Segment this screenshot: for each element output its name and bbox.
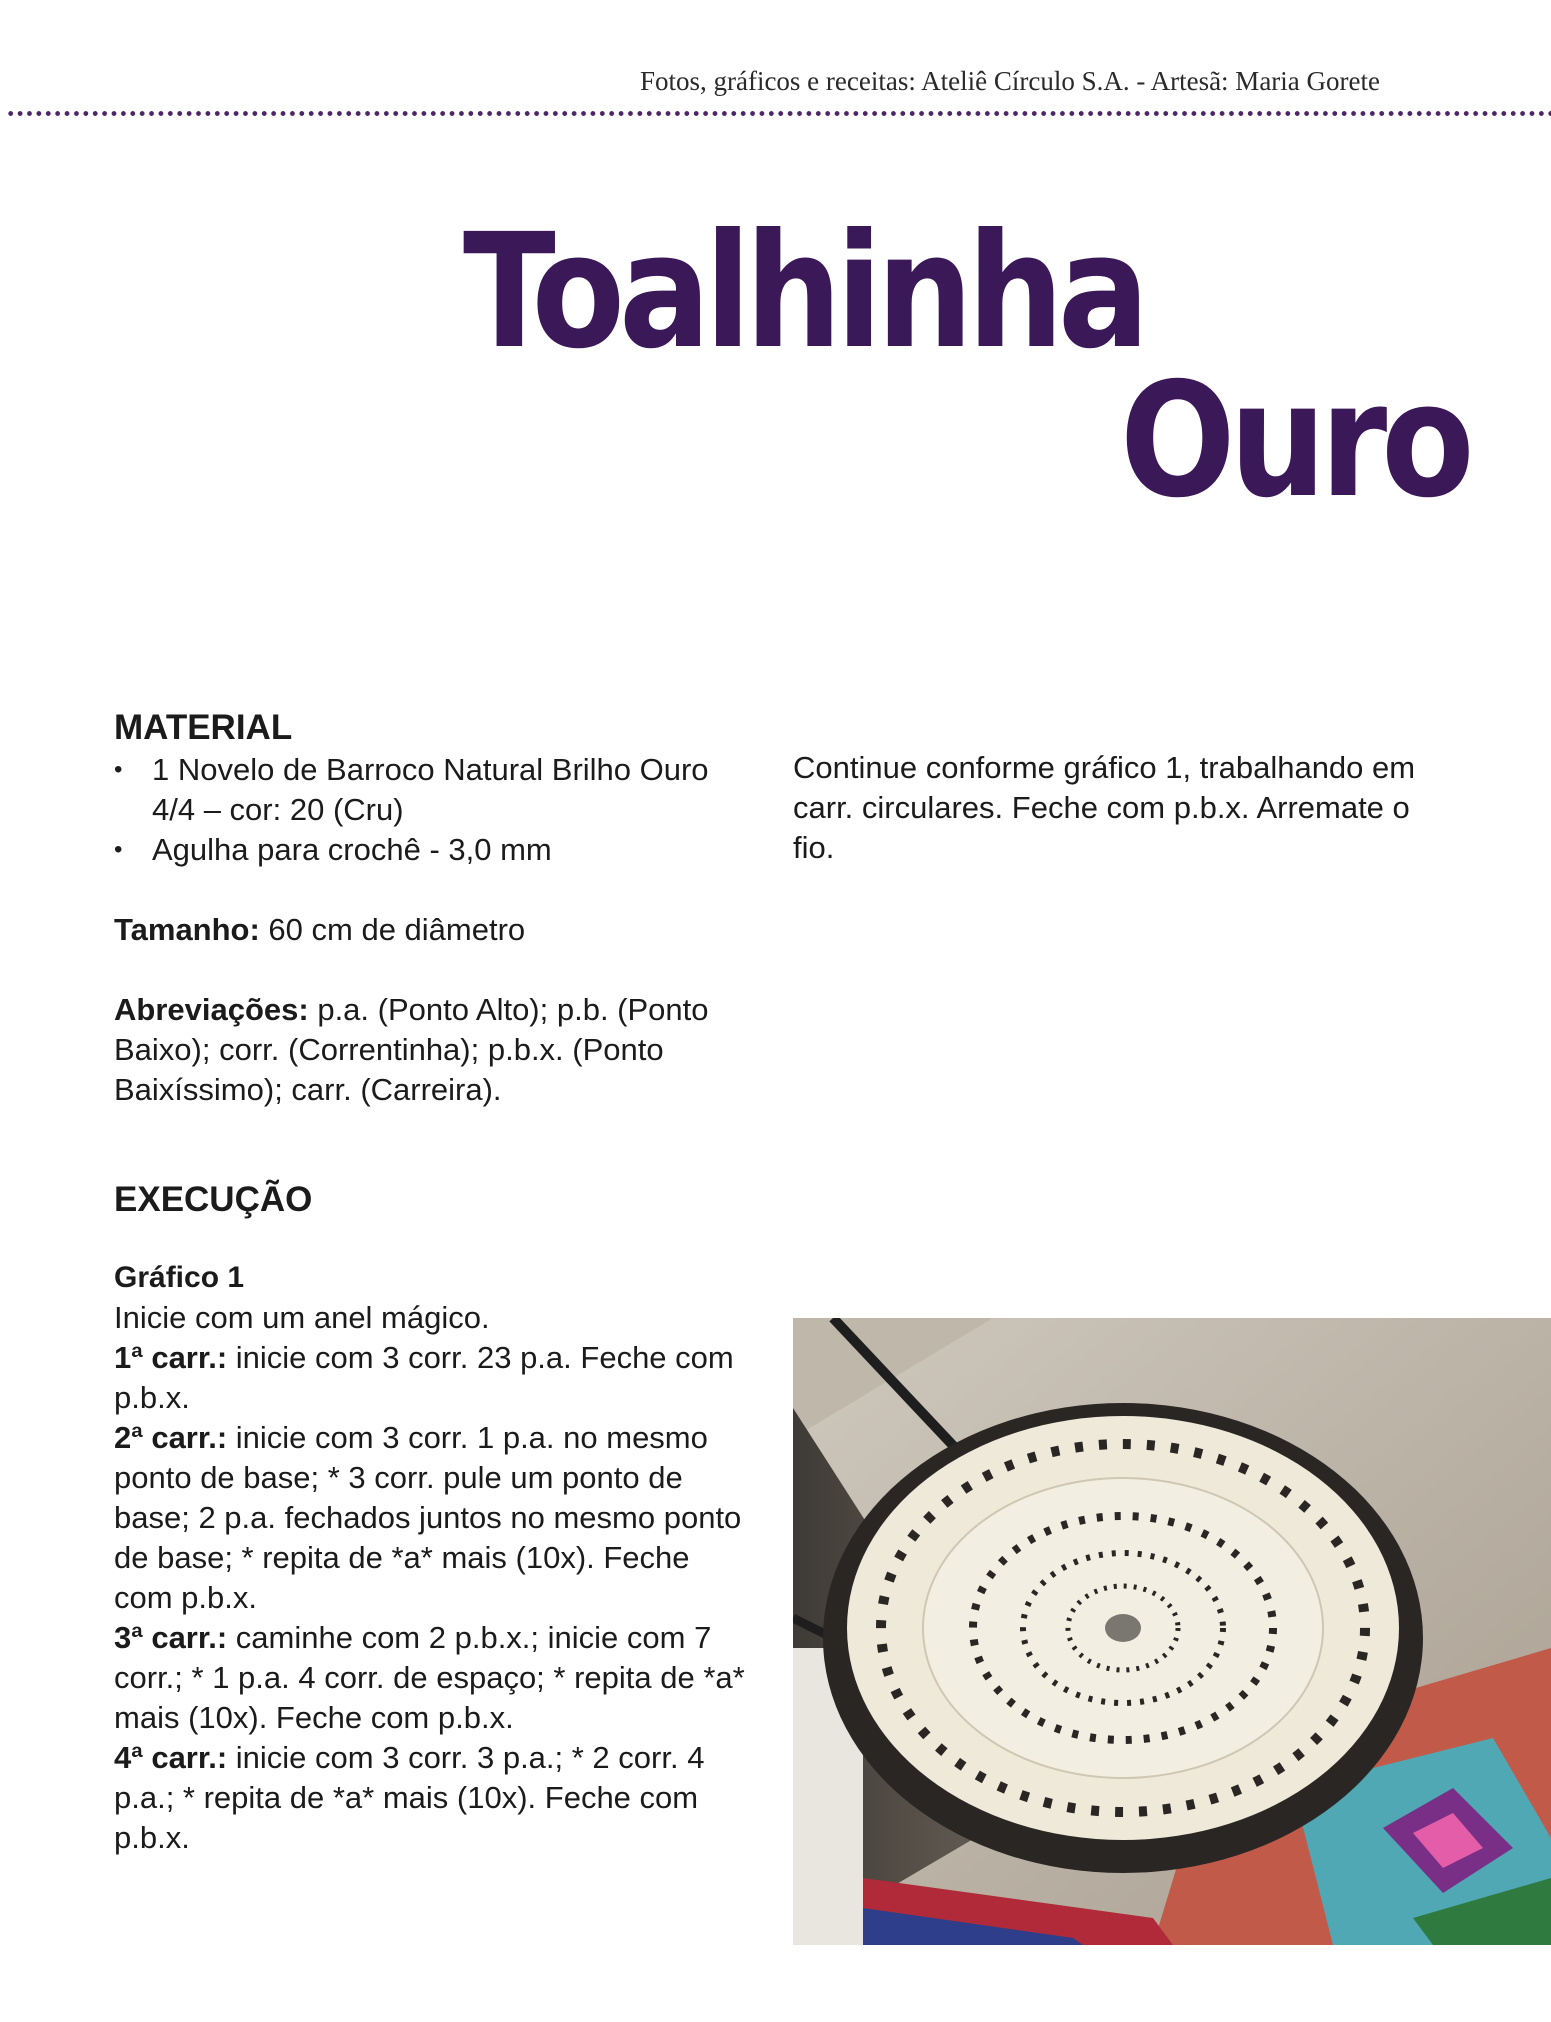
continuation-text: Continue conforme gráfico 1, trabalhando em carr. circulares. Feche com p.b.x. Arremate o fio. bbox=[793, 750, 1416, 865]
material-item: • Agulha para crochê - 3,0 mm bbox=[114, 830, 754, 870]
round-step bbox=[114, 1618, 754, 1738]
page-title-line-2: Ouro bbox=[1120, 349, 1469, 533]
round-label: 3ª carr.: bbox=[114, 1620, 228, 1655]
left-column bbox=[114, 706, 754, 1858]
round-text: inicie com 3 corr. 23 p.a. Feche com p.b.x. bbox=[114, 1340, 734, 1415]
right-column bbox=[793, 748, 1433, 868]
round-label: 4ª carr.: bbox=[114, 1740, 228, 1775]
size-label: Tamanho: bbox=[114, 912, 260, 947]
dotted-divider bbox=[6, 110, 1551, 117]
doily-photo bbox=[793, 1318, 1551, 1945]
round-step bbox=[114, 1418, 754, 1618]
execution-heading: EXECUÇÃO bbox=[114, 1180, 313, 1219]
abbreviations-value: p.a. (Ponto Alto); p.b. (Ponto Baixo); corr. (Correntinha); p.b.x. (Ponto Baixíssimo); carr. (Carreira). bbox=[114, 992, 709, 1107]
credits-line: Fotos, gráficos e receitas: Ateliê Círculo S.A. - Artesã: Maria Gorete bbox=[639, 66, 1380, 96]
material-heading: MATERIAL bbox=[114, 708, 293, 747]
round-label: 2ª carr.: bbox=[114, 1420, 228, 1455]
round-text: inicie com 3 corr. 1 p.a. no mesmo ponto de base; * 3 corr. pule um ponto de base; 2 p.a. fechados juntos no mesmo ponto de base; * repita de *a* mais (10x). Feche com p.b.x. bbox=[114, 1420, 742, 1615]
round-step bbox=[114, 1338, 754, 1418]
abbreviations-label: Abreviações: bbox=[114, 992, 309, 1027]
material-item: • 1 Novelo de Barroco Natural Brilho Ouro 4/4 – cor: 20 (Cru) bbox=[114, 750, 754, 830]
size-info bbox=[114, 910, 754, 950]
size-value: 60 cm de diâmetro bbox=[259, 912, 526, 947]
round-text: caminhe com 2 p.b.x.; inicie com 7 corr.; * 1 p.a. 4 corr. de espaço; * repita de *a* mais (10x). Feche com p.b.x. bbox=[114, 1620, 745, 1735]
abbreviations-info bbox=[114, 990, 754, 1110]
chart-1-title: Gráfico 1 bbox=[114, 1261, 245, 1294]
round-text: inicie com 3 corr. 3 p.a.; * 2 corr. 4 p.a.; * repita de *a* mais (10x). Feche com p.b.x. bbox=[114, 1740, 705, 1855]
material-list bbox=[114, 750, 754, 870]
execution-intro: Inicie com um anel mágico. bbox=[114, 1300, 490, 1335]
round-label: 1ª carr.: bbox=[114, 1340, 228, 1375]
page-title-line-1: Toalhinha bbox=[463, 200, 1144, 384]
round-step bbox=[114, 1738, 754, 1858]
